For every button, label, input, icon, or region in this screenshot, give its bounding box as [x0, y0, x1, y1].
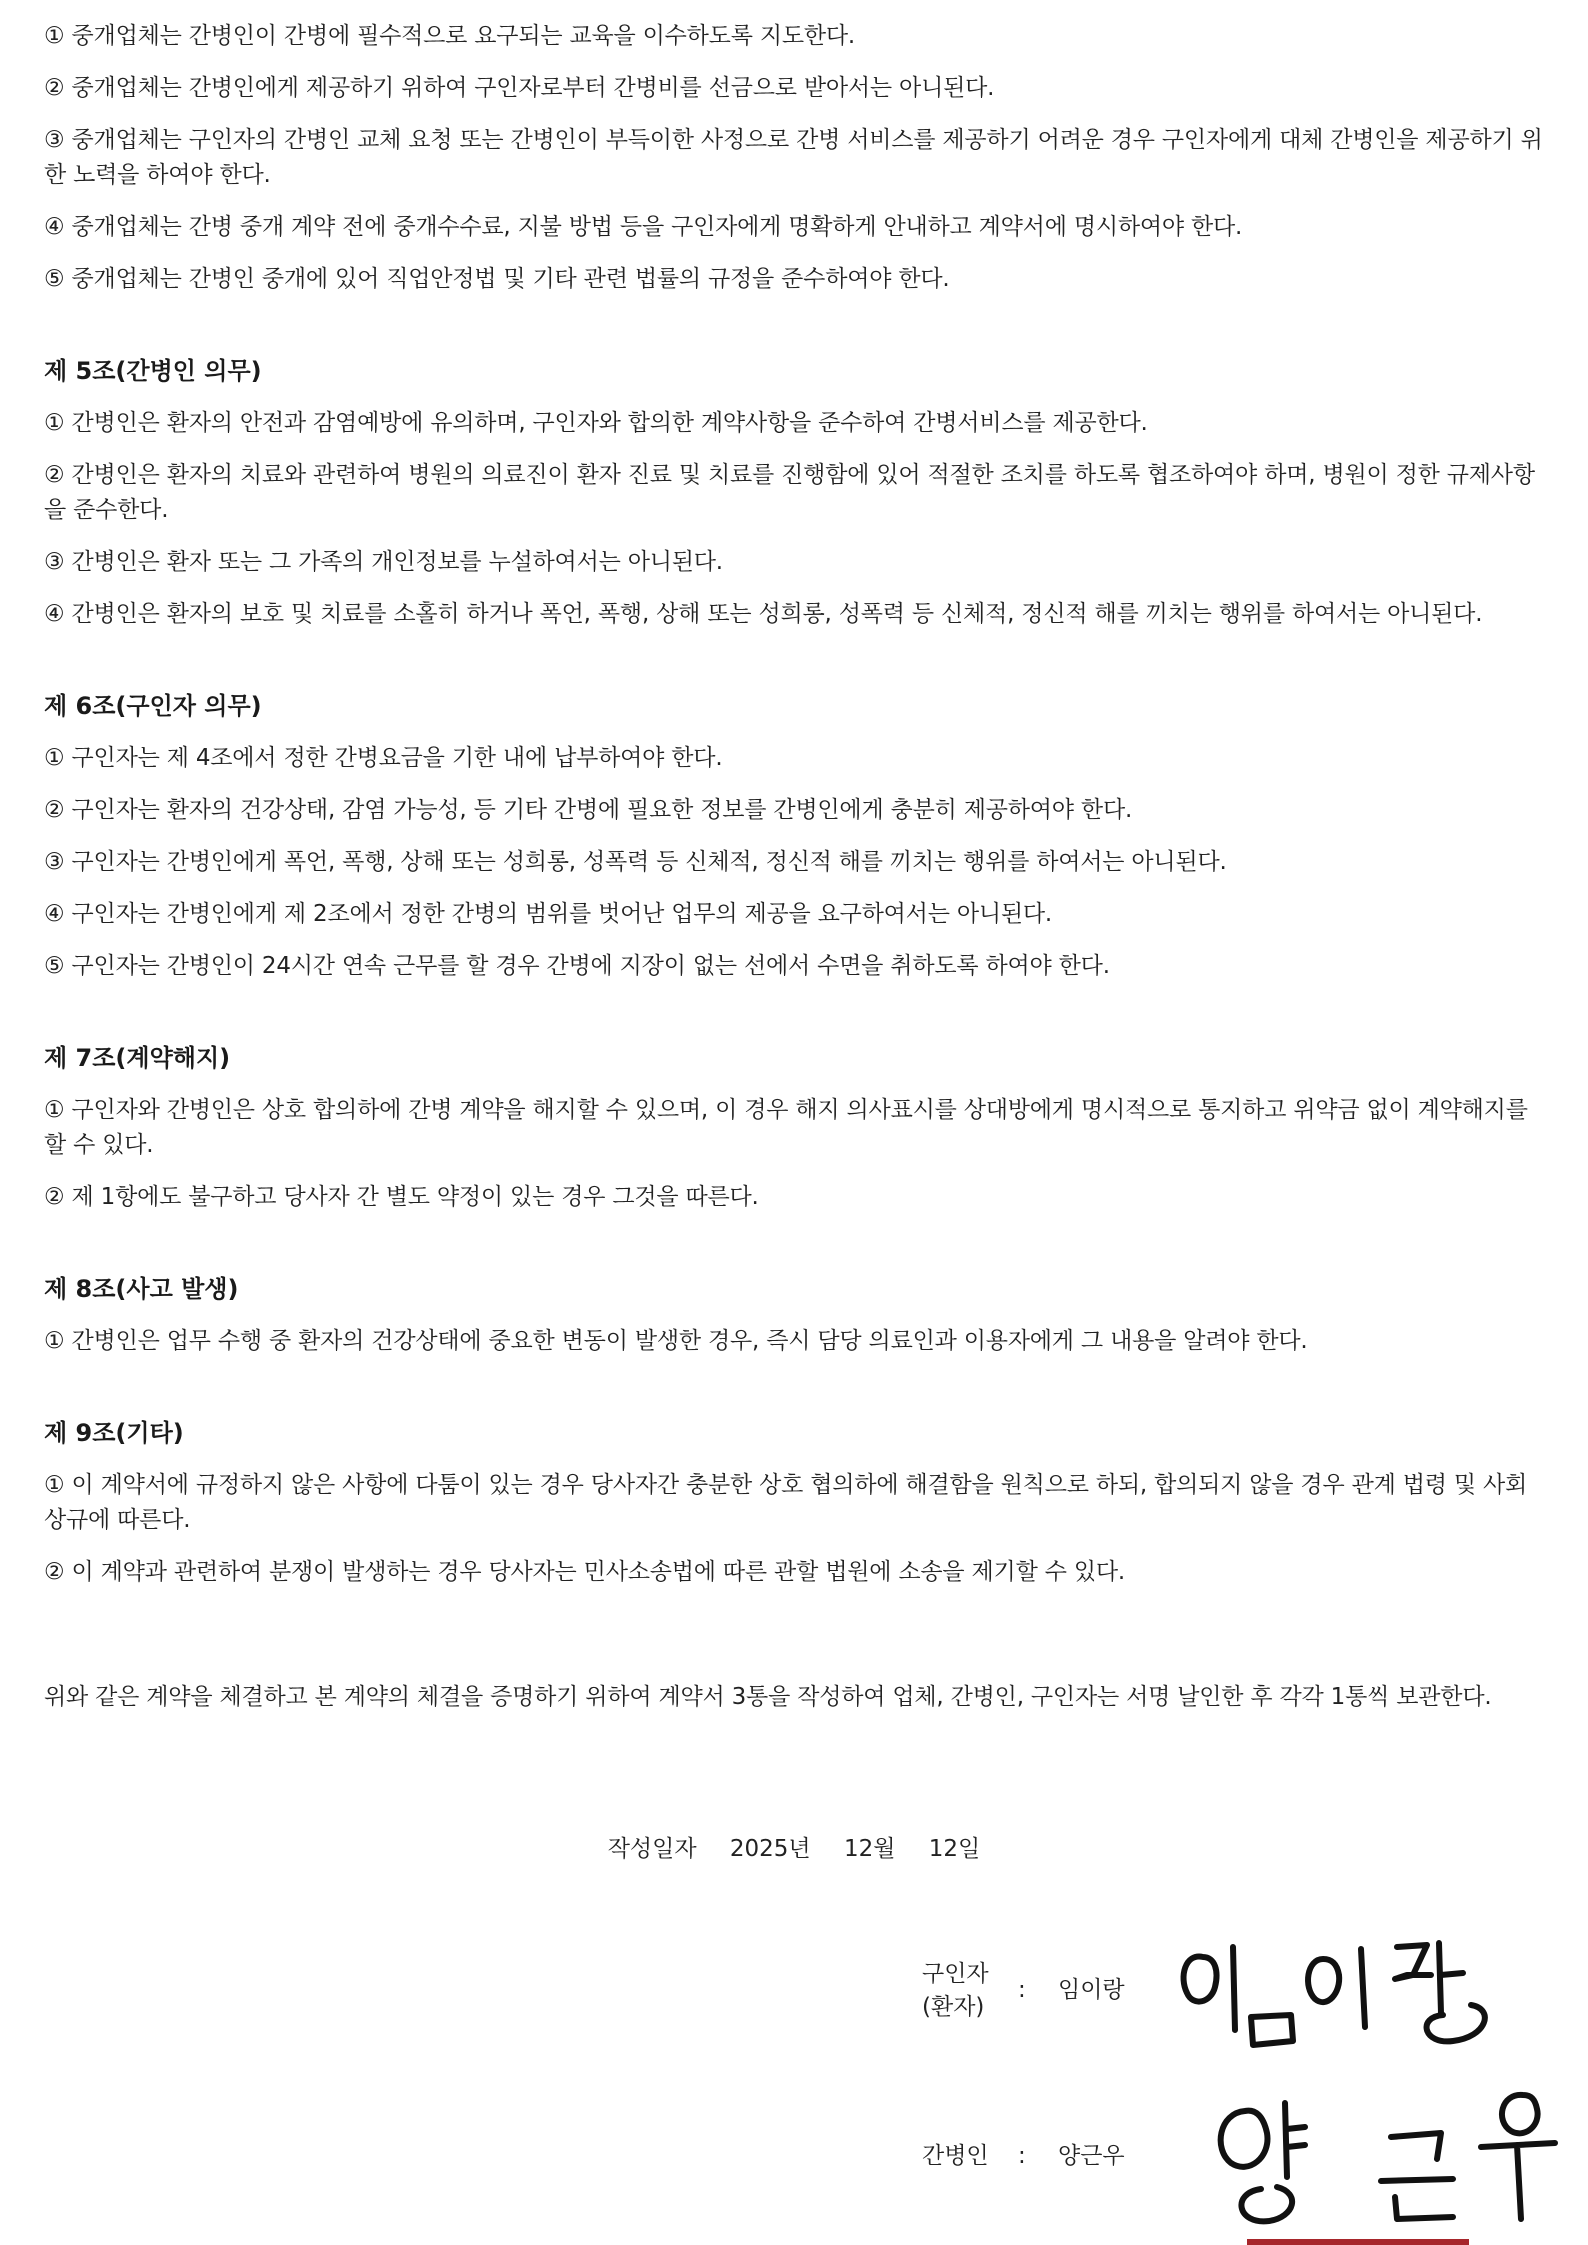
- caregiver-colon: :: [1018, 2143, 1026, 2169]
- article-5-clause-2: ② 간병인은 환자의 치료와 관련하여 병원의 의료진이 환자 진료 및 치료를 진행함에 있어 적절한 조치를 하도록 협조하여야 하며, 병원이 정한 규제사항을 준수한다.: [44, 462, 1535, 523]
- article-9-heading: 제 9조(기타): [44, 1419, 184, 1447]
- article-4-clause-5: ⑤ 중개업체는 간병인 중개에 있어 직업안정법 및 기타 관련 법률의 규정을 준수하여야 한다.: [44, 266, 950, 292]
- client-handwritten-signature: [1175, 1935, 1515, 2050]
- article-6-heading: 제 6조(구인자 의무): [44, 692, 262, 720]
- caregiver-handwritten-signature: [1205, 2085, 1565, 2235]
- client-role-label: [922, 1958, 989, 2024]
- article-5-clause-1: ① 간병인은 환자의 안전과 감염예방에 유의하며, 구인자와 합의한 계약사항을 준수하여 간병서비스를 제공한다.: [44, 410, 1148, 436]
- date-month: 12월: [843, 1836, 896, 1862]
- client-name: 임이랑: [1058, 1977, 1125, 2003]
- article-7-heading: 제 7조(계약해지): [44, 1044, 231, 1072]
- article-7-clause-2: ② 제 1항에도 불구하고 당사자 간 별도 약정이 있는 경우 그것을 따른다.: [44, 1184, 759, 1210]
- contract-document: [44, 0, 1544, 1715]
- article-6-clause-2: ② 구인자는 환자의 건강상태, 감염 가능성, 등 기타 간병에 필요한 정보를 간병인에게 충분히 제공하여야 한다.: [44, 797, 1133, 823]
- closing-statement: 위와 같은 계약을 체결하고 본 계약의 체결을 증명하기 위하여 계약서 3통을 작성하여 업체, 간병인, 구인자는 서명 날인한 후 각각 1통씩 보관한다.: [44, 1684, 1492, 1710]
- caregiver-name: 양근우: [1058, 2143, 1125, 2169]
- article-4-clause-4: ④ 중개업체는 간병 중개 계약 전에 중개수수료, 지불 방법 등을 구인자에게 명확하게 안내하고 계약서에 명시하여야 한다.: [44, 214, 1243, 240]
- article-6-clause-1: ① 구인자는 제 4조에서 정한 간병요금을 기한 내에 납부하여야 한다.: [44, 745, 723, 771]
- article-8-clause-1: ① 간병인은 업무 수행 중 환자의 건강상태에 중요한 변동이 발생한 경우, 즉시 담당 의료인과 이용자에게 그 내용을 알려야 한다.: [44, 1328, 1308, 1354]
- article-6-clause-4: ④ 구인자는 간병인에게 제 2조에서 정한 간병의 범위를 벗어난 업무의 제공을 요구하여서는 아니된다.: [44, 901, 1053, 927]
- article-7-clause-1: ① 구인자와 간병인은 상호 합의하에 간병 계약을 해지할 수 있으며, 이 경우 해지 의사표시를 상대방에게 명시적으로 통지하고 위약금 없이 계약해지를 할 수 있다.: [44, 1097, 1528, 1158]
- article-9-clause-1: ① 이 계약서에 규정하지 않은 사항에 다툼이 있는 경우 당사자간 충분한 상호 협의하에 해결함을 원칙으로 하되, 합의되지 않을 경우 관계 법령 및 사회상규에 따른다.: [44, 1472, 1528, 1533]
- article-5-clause-4: ④ 간병인은 환자의 보호 및 치료를 소홀히 하거나 폭언, 폭행, 상해 또는 성희롱, 성폭력 등 신체적, 정신적 해를 끼치는 행위를 하여서는 아니된다.: [44, 601, 1483, 627]
- client-colon: :: [1018, 1977, 1026, 2003]
- article-6-clause-5: ⑤ 구인자는 간병인이 24시간 연속 근무를 할 경우 간병에 지장이 없는 선에서 수면을 취하도록 하여야 한다.: [44, 953, 1110, 979]
- client-role-line1: 구인자: [922, 1961, 989, 1987]
- date-label: 작성일자: [607, 1836, 697, 1862]
- article-6-clause-3: ③ 구인자는 간병인에게 폭언, 폭행, 상해 또는 성희롱, 성폭력 등 신체적, 정신적 해를 끼치는 행위를 하여서는 아니된다.: [44, 849, 1227, 875]
- article-5-heading: 제 5조(간병인 의무): [44, 357, 262, 385]
- article-4-clause-1: ① 중개업체는 간병인이 간병에 필수적으로 요구되는 교육을 이수하도록 지도한다.: [44, 23, 856, 49]
- article-9-clause-2: ② 이 계약과 관련하여 분쟁이 발생하는 경우 당사자는 민사소송법에 따른 관할 법원에 소송을 제기할 수 있다.: [44, 1559, 1125, 1585]
- bottom-accent-bar: [1247, 2239, 1469, 2245]
- article-4-clause-2: ② 중개업체는 간병인에게 제공하기 위하여 구인자로부터 간병비를 선금으로 받아서는 아니된다.: [44, 75, 995, 101]
- date-day: 12일: [928, 1836, 981, 1862]
- date-year: 2025년: [729, 1836, 811, 1862]
- caregiver-role-label: 간병인: [922, 2143, 989, 2169]
- article-4-clause-3: ③ 중개업체는 구인자의 간병인 교체 요청 또는 간병인이 부득이한 사정으로 간병 서비스를 제공하기 어려운 경우 구인자에게 대체 간병인을 제공하기 위한 노력을 하여야 한다.: [44, 127, 1543, 188]
- article-5-clause-3: ③ 간병인은 환자 또는 그 가족의 개인정보를 누설하여서는 아니된다.: [44, 549, 723, 575]
- client-role-line2: (환자): [922, 1994, 985, 2020]
- article-8-heading: 제 8조(사고 발생): [44, 1275, 239, 1303]
- signing-date: [0, 1832, 1588, 1867]
